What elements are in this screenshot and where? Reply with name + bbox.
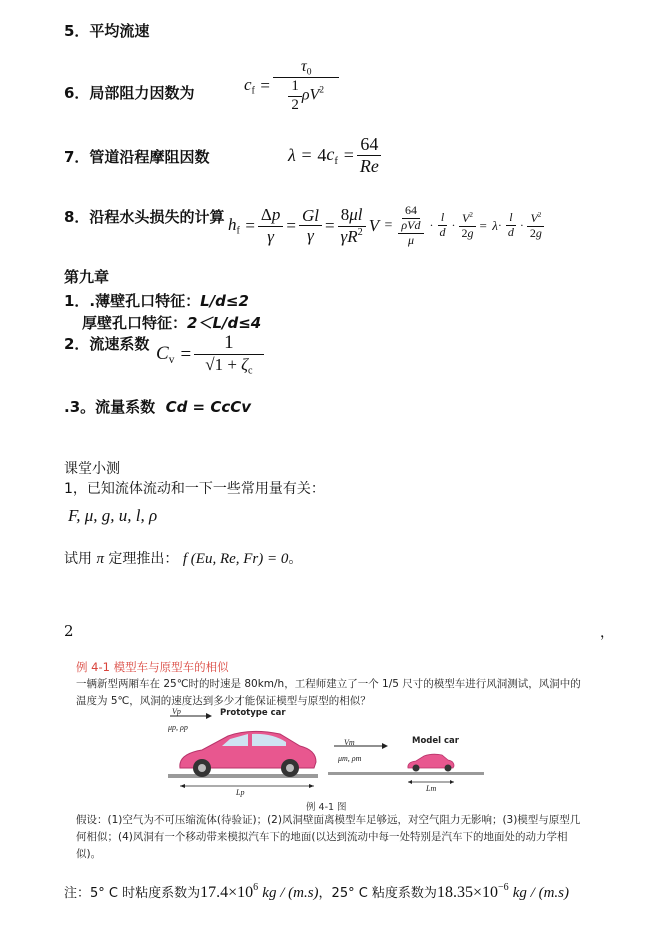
- prototype-car-label: Prototype car: [220, 708, 286, 718]
- model-car-label: Model car: [412, 736, 459, 746]
- model-velocity-symbol: Vm: [344, 738, 355, 747]
- prototype-velocity-symbol: Vp: [172, 707, 181, 716]
- thin-orifice-line: 1．.薄壁孔口特征：L/d≤2: [64, 292, 249, 310]
- example-figure: [150, 706, 490, 798]
- chapter-9-heading: 第九章: [64, 268, 110, 286]
- model-rear-wheel: [445, 765, 452, 772]
- prototype-props-symbol: μp, ρp: [168, 723, 188, 732]
- example-body: 一辆新型两厢车在 25℃时的时速是 80km/h，工程师建立了一个 1/5 尺寸的模型车进行风洞测试，风洞中的温度为 5℃，风洞的速度达到多少才能保证模型与原型的相似？: [76, 678, 581, 707]
- example-assumptions: 假设：(1)空气为不可压缩流体(待验证)；(2)风洞壁面离模型车足够远，对空气阻力无影响；(3)模型与原型几何相似；(4)风洞有一个移动带来模拟汽车下的地面(以达到流动中每一处特别是汽车下的地面处的动力学相似)。: [76, 814, 581, 860]
- model-front-wheel: [413, 765, 420, 772]
- formula-cv: $C_v$ = $\frac{1}{√1 + \zeta_c}$: [156, 332, 267, 377]
- example-title: 例 4-1 模型车与原型车的相似: [76, 660, 229, 674]
- section-8-heading: 8．沿程水头损失的计算: [64, 208, 225, 226]
- formula-lambda: λ = 4 $c_f$ = $\frac{64}{Re}$: [288, 134, 385, 176]
- velocity-coef-heading: 2．流速系数: [64, 335, 150, 353]
- section-5-heading: 5．平均流速: [64, 22, 150, 40]
- quiz-title: 课堂小测: [64, 461, 120, 477]
- quiz-variables: F, μ, g, u, l, ρ: [68, 506, 158, 525]
- model-props-symbol: μm, ρm: [338, 754, 362, 763]
- trailing-comma: ，: [600, 625, 614, 641]
- prototype-length-symbol: Lp: [236, 788, 245, 797]
- formula-cf: $c_f$ = $\tau_0$ $\frac{1}{2}$ $\rho V^2$: [244, 58, 342, 114]
- section-7-heading: 7．管道沿程摩阻因数: [64, 148, 210, 166]
- quiz-question-1: 1，已知流体流动和一下一些常用量有关：: [64, 481, 325, 497]
- page-number-2: 2: [64, 622, 74, 640]
- section-6-heading: 6．局部阻力因数为: [64, 84, 195, 102]
- viscosity-note: 注：5° C 时粘度系数为$17.4\times 10^6$ kg / (m.s)，25° C 粘度系数为$18.35\times 10^{-6}$ kg / (m.s): [64, 882, 569, 901]
- model-length-symbol: Lm: [426, 784, 437, 793]
- formula-hf: $h_f$ = $\frac{\Delta p}{\gamma}$ = $\frac{Gl}{\gamma}$ = $\frac{8\mu l}{\gamma R^2}$ V = $\frac{64}{\frac{\text{ρVd}}{\mu}}$ · $\frac{l}{d}$ · $\frac{V^2}{2g}$ = λ · $\frac{l}{d}$ · $\frac{V^2}{2g}$: [228, 204, 548, 247]
- discharge-coef-line: .3。流量系数 Cd = CcCv: [64, 398, 252, 416]
- model-ground: [328, 772, 484, 775]
- figure-caption: 例 4-1 图: [306, 802, 347, 813]
- quiz-derive-line: 试用 π 定理推出： f (Eu, Re, Fr) = 0。: [64, 551, 303, 567]
- thick-orifice-line: 厚壁孔口特征：2＜L/d≤4: [82, 314, 262, 332]
